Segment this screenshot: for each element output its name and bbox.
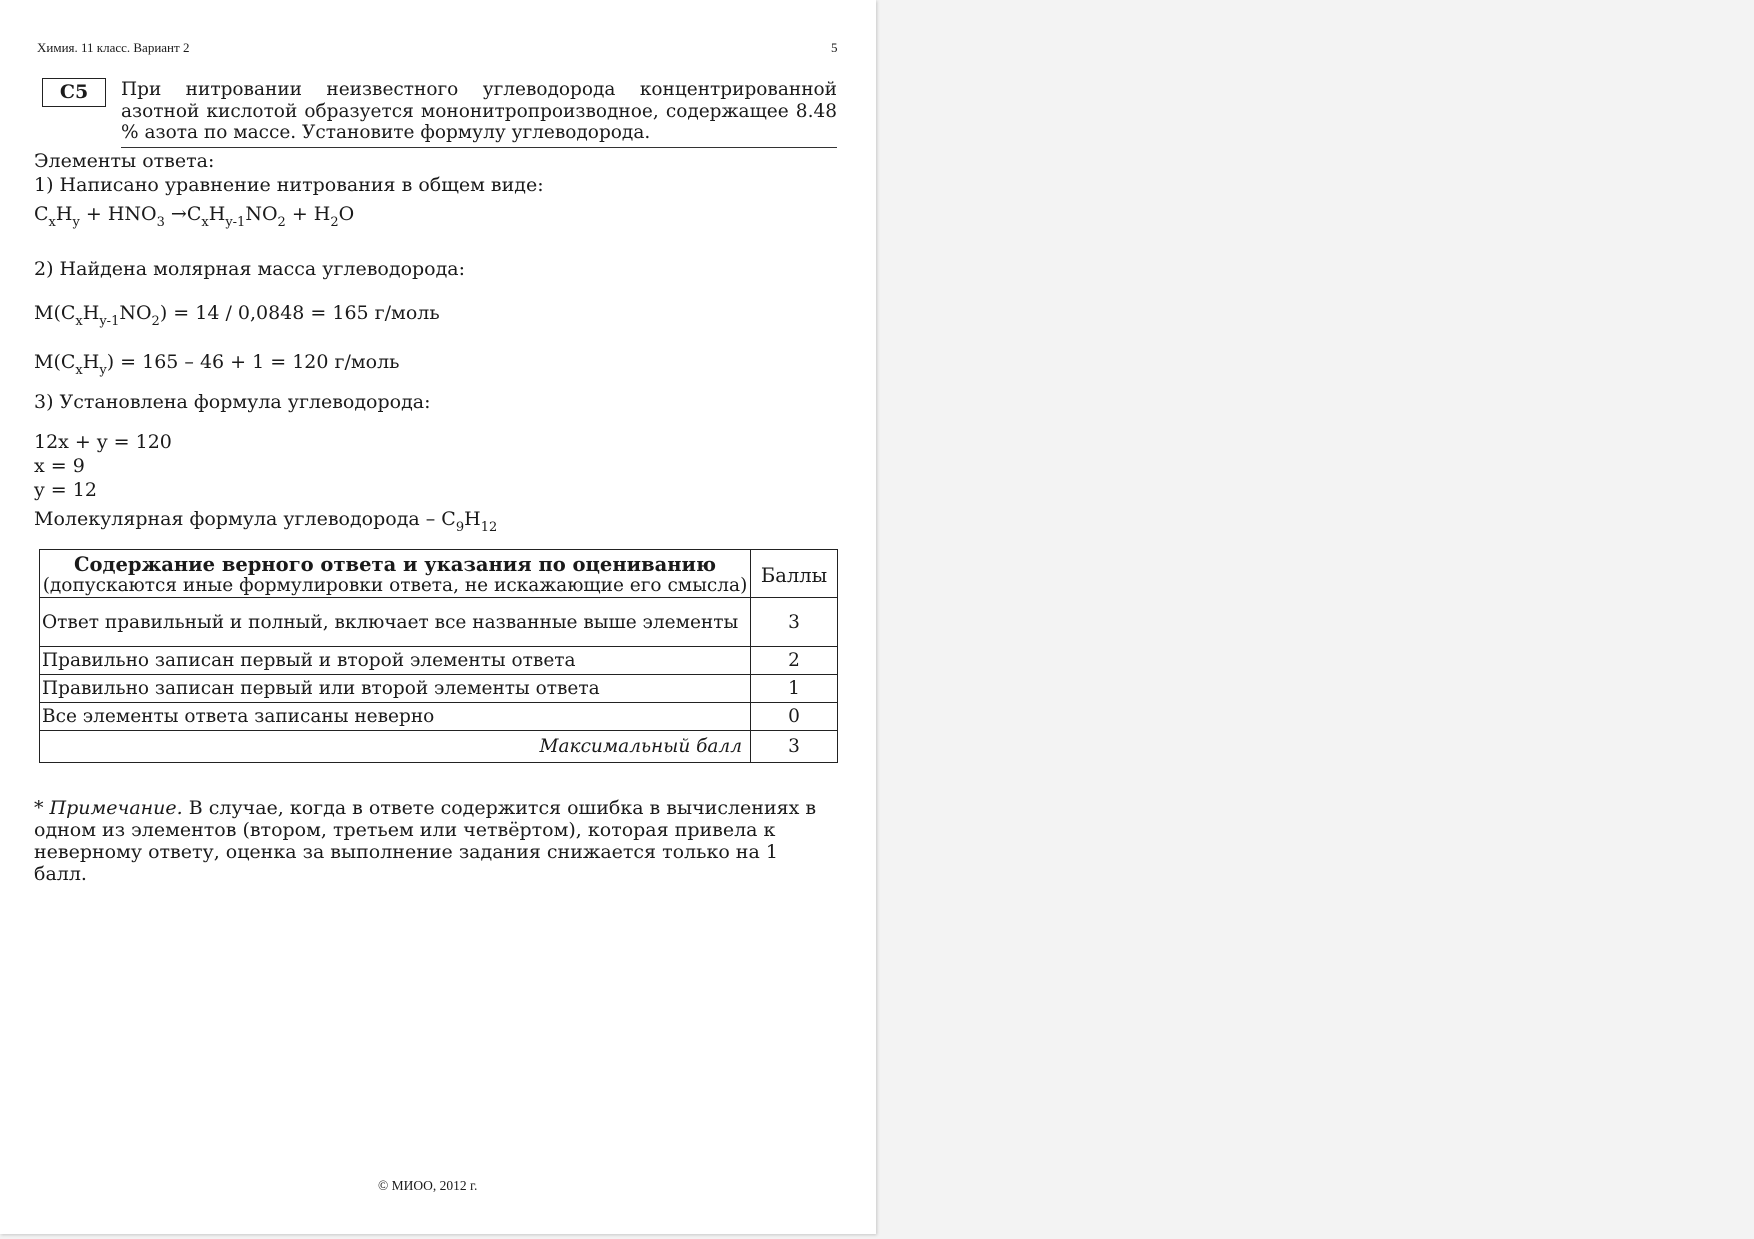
criterion-score: 1 (751, 675, 838, 703)
header-main-label: Содержание верного ответа и указания по оцениванию (74, 553, 716, 576)
table-row (40, 675, 838, 703)
table-row (40, 598, 838, 647)
eq2-value: ) = 14 / 0,0848 = 165 г/моль (159, 302, 440, 324)
equation-12x-y: 12x + y = 120 (34, 431, 172, 453)
molar-mass-hydrocarbon-equation: $M(C_xH_y) = 165 - 46 + 1 = 120$ г/моль (34, 351, 400, 378)
conclusion-text: Молекулярная формула углеводорода – C (34, 508, 456, 530)
note-text: В случае, когда в ответе содержится ошибка в вычислениях в одном из элементов (втором, третьем или четвёртом), которая привела к неверному ответу, оценка за выполнение задания снижается только на 1 балл. (34, 797, 817, 885)
answer-elements-heading: Элементы ответа: (34, 150, 215, 172)
header-title: Химия. 11 класс. Вариант 2 (37, 40, 190, 55)
max-score-row (40, 731, 838, 763)
molecular-formula-conclusion: Молекулярная формула углеводорода – $C_9H_{12}$ (34, 508, 498, 535)
criterion-score: 3 (751, 598, 838, 647)
step-1-text: 1) Написано уравнение нитрования в общем виде: (34, 174, 544, 196)
criterion-text: Правильно записан первый и второй элементы ответа (40, 647, 751, 675)
table-header-row (40, 550, 838, 598)
task-code-badge: С5 (42, 78, 106, 107)
table-header-criteria (40, 550, 751, 598)
table-row (40, 703, 838, 731)
note-paragraph (34, 797, 834, 885)
note-label: * Примечание. (34, 797, 183, 819)
criterion-text: Правильно записан первый или второй элементы ответа (40, 675, 751, 703)
equation-y: y = 12 (34, 479, 97, 501)
criterion-text: Ответ правильный и полный, включает все названные выше элементы (40, 598, 751, 647)
max-score-label: Максимальный балл (40, 731, 751, 763)
copyright-footer: © МИОО, 2012 г. (378, 1178, 478, 1193)
task-statement: При нитровании неизвестного углеводорода концентрированной азотной кислотой образуется мононитропроизводное, содержащее 8.48 % азота по массе. Установите формулу углеводорода. (121, 79, 837, 148)
criterion-score: 0 (751, 703, 838, 731)
eq3-value: ) = 165 – 46 + 1 = 120 г/моль (106, 351, 400, 373)
grading-table (39, 549, 838, 763)
nitration-equation: $C_xH_y + HNO_3 \to C_xH_{y-1}NO_2 + H_2O$ (34, 203, 355, 230)
max-score-value: 3 (751, 731, 838, 763)
criterion-score: 2 (751, 647, 838, 675)
table-header-score: Баллы (751, 550, 838, 598)
criterion-text: Все элементы ответа записаны неверно (40, 703, 751, 731)
header-sub-label: (допускаются иные формулировки ответа, не искажающие его смысла) (42, 575, 748, 596)
equation-x: x = 9 (34, 455, 85, 477)
molar-mass-nitro-equation: $M(C_xH_{y-1}NO_2) = 14 / 0,0848 = 165$ г/моль (34, 302, 440, 329)
table-row (40, 647, 838, 675)
page-number: 5 (831, 40, 838, 55)
step-3-text: 3) Установлена формула углеводорода: (34, 391, 431, 413)
document-page (0, 0, 876, 1234)
step-2-text: 2) Найдена молярная масса углеводорода: (34, 258, 466, 280)
